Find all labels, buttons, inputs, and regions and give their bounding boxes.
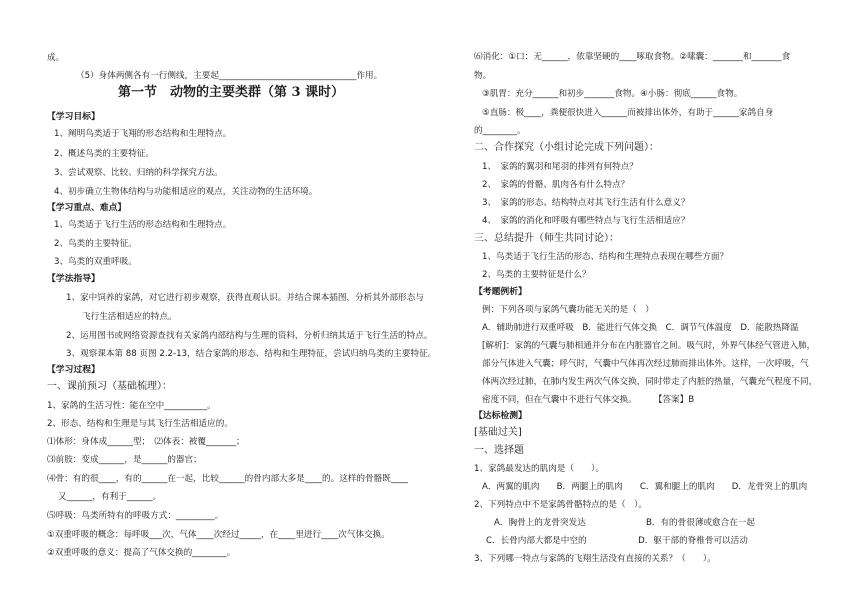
- question: 2、下列特点中不是家鸽骨骼特点的是（ ）。: [474, 500, 648, 510]
- preview-item: ⑷骨：有的很____，有的______在一起，比较______的骨内部大多是____的。这样的骨骼既____: [47, 474, 408, 484]
- preview-item: ②双重呼吸的意义：提高了气体交换的________。: [47, 548, 236, 558]
- preview-item: 又______，有利于______。: [58, 492, 162, 502]
- digest-line: ③肌胃：充分______和初步_______食物。④小肠：彻底______食物。: [482, 89, 743, 99]
- summary-item: 1、鸟类适于飞行生活的形态、结构和生理特点表现在哪些方面？: [482, 252, 729, 262]
- exam-line: 部分气体进入气囊；呼气时，气囊中气体再次经过肺而排出体外。这样，一次呼吸，气: [482, 359, 809, 369]
- exam-heading: 【考题例析】: [474, 287, 527, 297]
- lesson-title: 第一节 动物的主要类群（第 3 课时）: [118, 85, 345, 100]
- preview-item: ⑶前肢：变成______，是______的器官；: [47, 455, 202, 465]
- goal-item: 1、阐明鸟类适于飞翔的形态结构和生理特点。: [54, 129, 232, 139]
- intro-line: 成。: [47, 53, 65, 63]
- key-item: 1、鸟类适于飞行生活的形态结构和生理特点。: [54, 220, 232, 230]
- digest-line: 的________。: [474, 126, 526, 136]
- exam-line: 体两次经过肺，在肺内发生两次气体交换，同时带走了内脏的热量，气囊充气程度不同，: [482, 377, 818, 387]
- method-item: 3、观察课本第 88 页图 2.2-13，结合家鸽的形态、结构和生理特征，尝试归纳鸟类的主要特征。: [66, 349, 437, 359]
- summary-item: 2、鸟类的主要特征是什么？: [482, 270, 591, 280]
- method-item: 1、家中饲养的家鸽，对它进行初步观察，获得直观认识。并结合课本插图，分析其外部形态与: [66, 293, 424, 303]
- summary-heading: 三、总结提升（师生共同讨论）：: [474, 233, 619, 244]
- coop-heading: 二、合作探究（小组讨论完成下列问题）：: [474, 142, 659, 153]
- check-heading: 【达标检测】: [474, 411, 527, 421]
- method-heading: 【学法指导】: [47, 274, 100, 284]
- goal-item: 4、初步确立生物体结构与功能相适应的观点，关注动物的生活环境。: [54, 187, 318, 197]
- goal-item: 3、尝试观察、比较、归纳的科学探究方法。: [54, 168, 223, 178]
- preview-item: ①双重呼吸的概念：每呼吸___次，气体____次经过_____，在____里进行____次气体交换。: [47, 530, 390, 540]
- exam-line: 密度不同，但在气囊中不进行气体交换。 【答案】B: [482, 395, 695, 405]
- choice-heading: 一、选择题: [474, 445, 524, 456]
- key-item: 3、鸟类的双重呼吸。: [54, 257, 137, 267]
- question-options: A．胸骨上的龙骨突发达 B．有的骨很薄或愈合在一起: [494, 518, 755, 528]
- question-options: C．长骨内部大都是中空的 D．躯干部的脊椎骨可以活动: [486, 536, 748, 546]
- preview-item: 2、形态、结构和生理是与其飞行生活相适应的。: [47, 419, 233, 429]
- preview-heading: 一、课前预习（基础梳理）：: [47, 381, 172, 392]
- process-heading: 【学习过程】: [47, 365, 100, 375]
- exam-line: 例：下列各项与家鸽气囊功能无关的是（ ）: [482, 305, 654, 315]
- coop-item: 2、 家鸽的骨骼、肌肉各有什么特点？: [482, 180, 630, 190]
- coop-item: 1、 家鸽的翼羽和尾羽的排列有何特点？: [482, 162, 638, 172]
- goals-heading: 【学习目标】: [47, 112, 100, 122]
- basic-heading: [基础过关]: [474, 427, 522, 438]
- exam-line: A．辅助肺进行双重呼吸 B．能进行气体交换 C．调节气体温度 D．能散热降温: [482, 323, 799, 333]
- question-options: A．两翼的肌肉 B．两腿上的肌肉 C．翼和腿上的肌肉 D．龙骨突上的肌肉: [482, 482, 808, 492]
- key-heading: 【学习重点、难点】: [47, 203, 127, 213]
- coop-item: 4、 家鸽的消化和呼吸有哪些特点与飞行生活相适应？: [482, 216, 690, 226]
- exam-line: [解析]：家鸽的气囊与肺相通并分布在内脏器官之间。吸气时，外界气体经气管进入肺，: [482, 341, 816, 351]
- preview-item: ⑸呼吸：鸟类所特有的呼吸方式：_________。: [47, 511, 224, 521]
- question: 3、下列哪一特点与家鸽的飞翔生活没有直接的关系？（ ）。: [474, 554, 716, 564]
- digest-line: ⑤直肠：极____，粪便很快进入______而被排出体外，有助于______家鸽自身: [482, 108, 774, 118]
- goal-item: 2、概述鸟类的主要特征。: [54, 149, 154, 159]
- intro-line: （5）身体两侧各有一行侧线，主要起________________________________作用。: [76, 71, 383, 81]
- preview-item: 1、家鸽的生活习性：能在空中__________。: [47, 401, 216, 411]
- key-item: 2、鸟类的主要特征。: [54, 239, 137, 249]
- coop-item: 3、 家鸽的形态、结构特点对其飞行生活有什么意义？: [482, 198, 690, 208]
- question: 1、家鸽最发达的肌肉是（ ）。: [474, 464, 605, 474]
- digest-line: ⑹消化：①口：无______，依靠坚硬的____啄取食物。②嗉囊：_______和_______食: [474, 52, 791, 62]
- digest-line: 物。: [474, 71, 492, 81]
- method-item: 2、运用图书或网络资源查找有关家鸽内部结构与生理的资料，分析归纳其适于飞行生活的特点。: [66, 331, 433, 341]
- method-item: 飞行生活相适应的特点。: [82, 312, 177, 322]
- preview-item: ⑴体形：身体成______型； ⑵体表：被覆_______；: [47, 437, 245, 447]
